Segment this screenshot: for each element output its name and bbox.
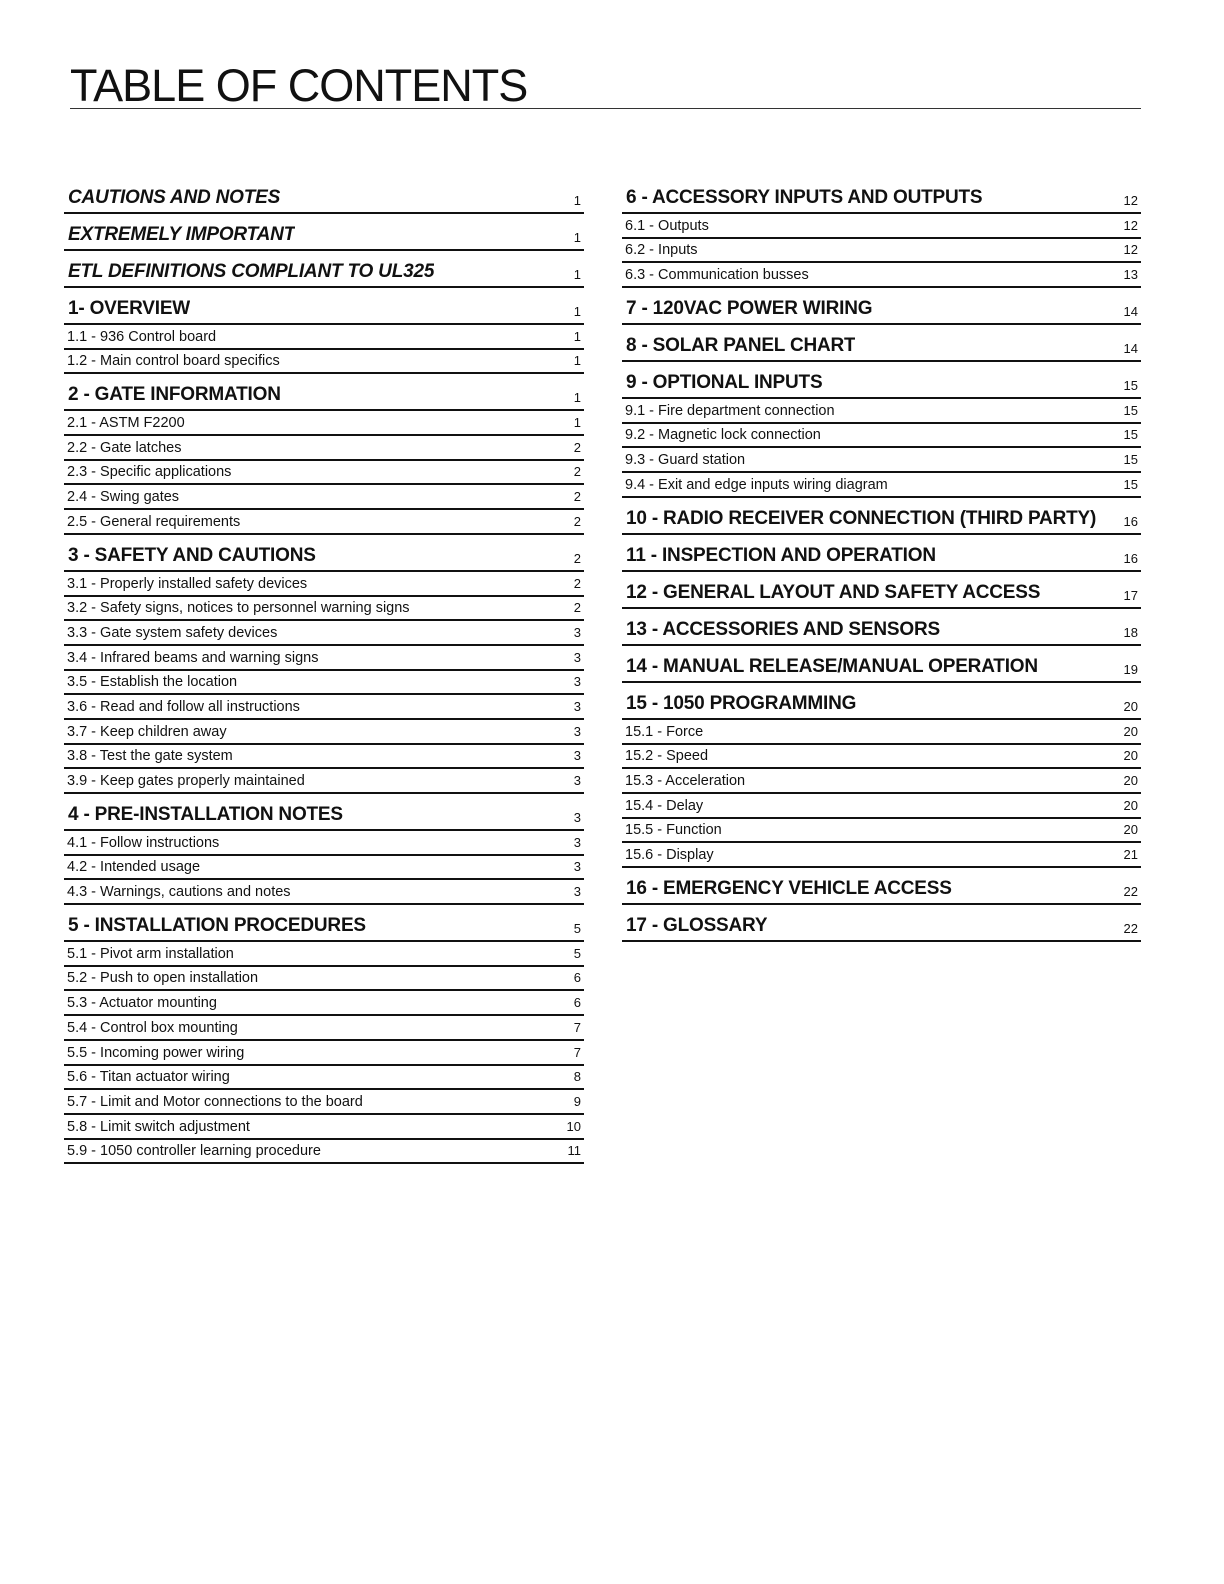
toc-page-number: 5 xyxy=(573,921,581,937)
toc-section-entry[interactable] xyxy=(64,909,584,942)
toc-page-number: 3 xyxy=(573,674,581,690)
toc-entry-label: 5.7 - Limit and Motor connections to the board xyxy=(67,1093,363,1110)
toc-entry-label: 5.2 - Push to open installation xyxy=(67,970,259,987)
toc-entry-label: 6.2 - Inputs xyxy=(625,242,698,259)
toc-page-number: 15 xyxy=(1123,452,1138,468)
toc-entry-label: 14 - MANUAL RELEASE/MANUAL OPERATION xyxy=(626,655,1038,677)
toc-page-number: 2 xyxy=(573,489,581,505)
toc-page-number: 3 xyxy=(573,624,581,640)
toc-page-number: 1 xyxy=(573,304,581,319)
toc-page-number: 14 xyxy=(1123,304,1138,320)
toc-page-number: 1 xyxy=(573,353,581,369)
toc-entry-label: 5.1 - Pivot arm installation xyxy=(67,945,234,962)
toc-page-number: 2 xyxy=(573,464,581,480)
toc-section-entry[interactable] xyxy=(64,255,584,288)
toc-page-number: 3 xyxy=(573,834,581,850)
toc-page-number: 12 xyxy=(1123,242,1138,258)
toc-page-number: 1 xyxy=(573,328,581,344)
toc-entry-label: 1.1 - 936 Control board xyxy=(67,328,217,345)
toc-subsection-entry[interactable] xyxy=(64,1115,584,1140)
toc-entry-label: 5.5 - Incoming power wiring xyxy=(67,1044,245,1061)
toc-subsection-entry[interactable] xyxy=(64,831,584,856)
toc-page-number: 8 xyxy=(573,1069,581,1085)
toc-entry-label: CAUTIONS AND NOTES xyxy=(68,187,281,208)
toc-section-entry[interactable] xyxy=(622,181,1141,214)
toc-entry-label: 17 - GLOSSARY xyxy=(626,914,768,936)
toc-subsection-entry[interactable] xyxy=(64,720,584,745)
toc-page-number: 3 xyxy=(573,773,581,788)
toc-entry-label: 15.6 - Display xyxy=(625,846,714,863)
toc-entry-label: 3.2 - Safety signs, notices to personnel warning signs xyxy=(67,600,410,617)
toc-subsection-entry[interactable] xyxy=(64,942,584,967)
toc-entry-label: 15.5 - Function xyxy=(625,822,722,839)
toc-page-number: 12 xyxy=(1123,217,1138,233)
toc-page-number: 20 xyxy=(1123,698,1138,714)
toc-entry-label: 9.3 - Guard station xyxy=(625,452,746,469)
toc-page-number: 11 xyxy=(567,1143,581,1159)
toc-entry-label: 6 - ACCESSORY INPUTS AND OUTPUTS xyxy=(626,187,983,208)
toc-subsection-entry[interactable] xyxy=(64,646,584,671)
toc-entry-label: 3.7 - Keep children away xyxy=(67,723,227,740)
toc-entry-label: 1- OVERVIEW xyxy=(68,298,191,319)
toc-entry-label: 5.9 - 1050 controller learning procedure xyxy=(67,1143,321,1160)
toc-page-number: 10 xyxy=(566,1118,581,1134)
toc-subsection-entry[interactable] xyxy=(64,350,584,375)
toc-subsection-entry[interactable] xyxy=(64,436,584,461)
toc-page-number: 18 xyxy=(1123,624,1138,640)
toc-entry-label: 4.2 - Intended usage xyxy=(67,859,201,876)
toc-entry-label: 11 - INSPECTION AND OPERATION xyxy=(626,544,936,566)
toc-page-number: 2 xyxy=(573,550,581,566)
toc-entry-label: 3.8 - Test the gate system xyxy=(67,748,233,765)
toc-page-number: 3 xyxy=(573,723,581,739)
toc-subsection-entry[interactable] xyxy=(64,769,584,794)
toc-page-number: 22 xyxy=(1123,883,1138,899)
toc-section-entry[interactable] xyxy=(622,650,1141,683)
toc-entry-label: 2.2 - Gate latches xyxy=(67,439,182,456)
toc-page-number: 15 xyxy=(1123,402,1138,418)
toc-entry-label: 15.2 - Speed xyxy=(625,748,709,765)
toc-subsection-entry[interactable] xyxy=(622,399,1141,424)
toc-page-number: 13 xyxy=(1123,267,1138,283)
toc-column-left xyxy=(64,181,584,1164)
toc-page-number: 22 xyxy=(1123,920,1138,936)
toc-page-number: 3 xyxy=(573,649,581,665)
toc-subsection-entry[interactable] xyxy=(64,1140,584,1165)
toc-entry-label: 12 - GENERAL LAYOUT AND SAFETY ACCESS xyxy=(626,581,1041,603)
toc-subsection-entry[interactable] xyxy=(64,856,584,881)
toc-entry-label: 9.4 - Exit and edge inputs wiring diagram xyxy=(625,476,888,493)
toc-page-number: 1 xyxy=(573,267,581,282)
toc-page-number: 1 xyxy=(573,415,581,431)
toc-entry-label: 2 - GATE INFORMATION xyxy=(68,384,281,406)
toc-entry-label: 10 - RADIO RECEIVER CONNECTION (THIRD PARTY) xyxy=(626,507,1097,529)
toc-subsection-entry[interactable] xyxy=(64,1016,584,1041)
toc-section-entry[interactable] xyxy=(622,872,1141,905)
toc-entry-label: 2.4 - Swing gates xyxy=(67,489,180,506)
toc-subsection-entry[interactable] xyxy=(64,510,584,535)
toc-page-number: 1 xyxy=(573,193,581,208)
toc-page-number: 15 xyxy=(1123,476,1138,492)
toc-entry-label: 3.6 - Read and follow all instructions xyxy=(67,698,300,715)
toc-entry-label: 3.3 - Gate system safety devices xyxy=(67,624,278,641)
toc-entry-label: ETL DEFINITIONS COMPLIANT TO UL325 xyxy=(68,261,435,282)
toc-subsection-entry[interactable] xyxy=(622,424,1141,449)
toc-section-entry[interactable] xyxy=(64,181,584,214)
toc-page-number: 20 xyxy=(1123,748,1138,764)
toc-subsection-entry[interactable] xyxy=(64,991,584,1016)
toc-subsection-entry[interactable] xyxy=(64,1066,584,1091)
toc-entry-label: 2.3 - Specific applications xyxy=(67,464,232,481)
toc-page-number: 20 xyxy=(1123,822,1138,838)
toc-page-number: 2 xyxy=(573,600,581,616)
toc-entry-label: 15 - 1050 PROGRAMMING xyxy=(626,692,857,714)
toc-subsection-entry[interactable] xyxy=(64,485,584,510)
toc-entry-label: 3.1 - Properly installed safety devices xyxy=(67,575,308,592)
toc-entry-label: 3.5 - Establish the location xyxy=(67,674,238,691)
toc-page-number: 2 xyxy=(573,575,581,591)
toc-subsection-entry[interactable] xyxy=(64,1090,584,1115)
toc-page-number: 2 xyxy=(573,513,581,529)
toc-subsection-entry[interactable] xyxy=(64,745,584,770)
toc-entry-label: 2.5 - General requirements xyxy=(67,513,241,530)
toc-entry-label: 15.1 - Force xyxy=(625,723,704,740)
toc-page-number: 6 xyxy=(573,995,581,1011)
toc-entry-label: 5.8 - Limit switch adjustment xyxy=(67,1118,250,1135)
toc-page-number: 12 xyxy=(1123,193,1138,208)
toc-subsection-entry[interactable] xyxy=(622,769,1141,794)
toc-entry-label: 1.2 - Main control board specifics xyxy=(67,353,280,370)
toc-section-entry[interactable] xyxy=(622,576,1141,609)
toc-entry-label: 9.2 - Magnetic lock connection xyxy=(625,427,821,444)
toc-subsection-entry[interactable] xyxy=(64,572,584,597)
toc-page-number: 20 xyxy=(1123,772,1138,788)
toc-page-number: 9 xyxy=(573,1093,581,1109)
toc-section-entry[interactable] xyxy=(622,909,1141,942)
toc-page-number: 6 xyxy=(573,970,581,986)
toc-section-entry[interactable] xyxy=(64,798,584,831)
toc-entry-label: 5.6 - Titan actuator wiring xyxy=(67,1069,230,1086)
toc-entry-label: 7 - 120VAC POWER WIRING xyxy=(626,298,873,320)
toc-entry-label: 5.4 - Control box mounting xyxy=(67,1019,238,1036)
toc-entry-label: 16 - EMERGENCY VEHICLE ACCESS xyxy=(626,877,952,899)
toc-page-number: 3 xyxy=(573,859,581,875)
toc-page-number: 20 xyxy=(1123,797,1138,813)
toc-entry-label: 4.1 - Follow instructions xyxy=(67,834,220,851)
toc-page-number: 7 xyxy=(573,1019,581,1035)
toc-entry-label: 3 - SAFETY AND CAUTIONS xyxy=(68,544,316,566)
toc-section-entry[interactable] xyxy=(622,687,1141,720)
toc-subsection-entry[interactable] xyxy=(64,621,584,646)
toc-page-number: 5 xyxy=(573,945,581,961)
toc-subsection-entry[interactable] xyxy=(64,461,584,486)
toc-entry-label: 5 - INSTALLATION PROCEDURES xyxy=(68,915,366,937)
toc-subsection-entry[interactable] xyxy=(64,325,584,350)
toc-subsection-entry[interactable] xyxy=(622,794,1141,819)
toc-page-number: 15 xyxy=(1123,427,1138,443)
toc-subsection-entry[interactable] xyxy=(64,695,584,720)
toc-subsection-entry[interactable] xyxy=(622,745,1141,770)
toc-entry-label: 6.3 - Communication busses xyxy=(625,267,809,284)
toc-subsection-entry[interactable] xyxy=(622,239,1141,264)
toc-section-entry[interactable] xyxy=(622,292,1141,325)
toc-section-entry[interactable] xyxy=(64,539,584,572)
toc-section-entry[interactable] xyxy=(622,613,1141,646)
toc-page-number: 21 xyxy=(1123,846,1138,862)
toc-page-number: 7 xyxy=(573,1044,581,1060)
toc-subsection-entry[interactable] xyxy=(622,473,1141,498)
toc-page-number: 2 xyxy=(573,439,581,455)
toc-page-number: 15 xyxy=(1123,378,1138,394)
toc-entry-label: 3.9 - Keep gates properly maintained xyxy=(67,773,305,789)
toc-page-number: 19 xyxy=(1123,661,1138,677)
toc-subsection-entry[interactable] xyxy=(64,597,584,622)
toc-entry-label: 8 - SOLAR PANEL CHART xyxy=(626,335,856,357)
toc-section-entry[interactable] xyxy=(622,366,1141,399)
toc-entry-label: 3.4 - Infrared beams and warning signs xyxy=(67,649,319,666)
toc-page-number: 3 xyxy=(573,884,581,900)
toc-entry-label: 13 - ACCESSORIES AND SENSORS xyxy=(626,618,940,640)
toc-subsection-entry[interactable] xyxy=(622,263,1141,288)
toc-entry-label: 6.1 - Outputs xyxy=(625,217,709,234)
toc-page-number: 16 xyxy=(1123,550,1138,566)
toc-entry-label: EXTREMELY IMPORTANT xyxy=(68,224,296,245)
toc-page-number: 1 xyxy=(573,230,581,245)
toc-page-number: 16 xyxy=(1123,513,1138,529)
toc-section-entry[interactable] xyxy=(622,329,1141,362)
toc-subsection-entry[interactable] xyxy=(622,819,1141,844)
toc-subsection-entry[interactable] xyxy=(64,967,584,992)
toc-entry-label: 15.3 - Acceleration xyxy=(625,772,746,789)
toc-page-number: 3 xyxy=(573,748,581,764)
toc-page-number: 17 xyxy=(1123,587,1138,603)
toc-subsection-entry[interactable] xyxy=(64,880,584,905)
toc-page-number: 1 xyxy=(573,390,581,406)
toc-section-entry[interactable] xyxy=(64,218,584,251)
toc-subsection-entry[interactable] xyxy=(64,671,584,696)
toc-entry-label: 15.4 - Delay xyxy=(625,797,704,814)
toc-section-entry[interactable] xyxy=(622,502,1141,535)
toc-entry-label: 9.1 - Fire department connection xyxy=(625,402,835,419)
toc-subsection-entry[interactable] xyxy=(64,1041,584,1066)
toc-page-number: 20 xyxy=(1123,723,1138,739)
toc-section-entry[interactable] xyxy=(64,378,584,411)
toc-entry-label: 2.1 - ASTM F2200 xyxy=(67,415,185,432)
toc-entry-label: 4.3 - Warnings, cautions and notes xyxy=(67,884,291,901)
toc-entry-label: 9 - OPTIONAL INPUTS xyxy=(626,372,823,394)
toc-subsection-entry[interactable] xyxy=(622,843,1141,868)
toc-entry-label: 5.3 - Actuator mounting xyxy=(67,995,217,1012)
page-title: TABLE OF CONTENTS xyxy=(70,60,1141,109)
toc-section-entry[interactable] xyxy=(64,292,584,325)
toc-page-number: 3 xyxy=(573,810,581,825)
toc-section-entry[interactable] xyxy=(622,539,1141,572)
toc-column-right xyxy=(622,181,1141,942)
toc-entry-label: 4 - PRE-INSTALLATION NOTES xyxy=(68,804,343,825)
toc-subsection-entry[interactable] xyxy=(622,720,1141,745)
toc-subsection-entry[interactable] xyxy=(64,411,584,436)
toc-page-number: 14 xyxy=(1123,341,1138,357)
toc-subsection-entry[interactable] xyxy=(622,448,1141,473)
toc-page-number: 3 xyxy=(573,698,581,714)
toc-subsection-entry[interactable] xyxy=(622,214,1141,239)
